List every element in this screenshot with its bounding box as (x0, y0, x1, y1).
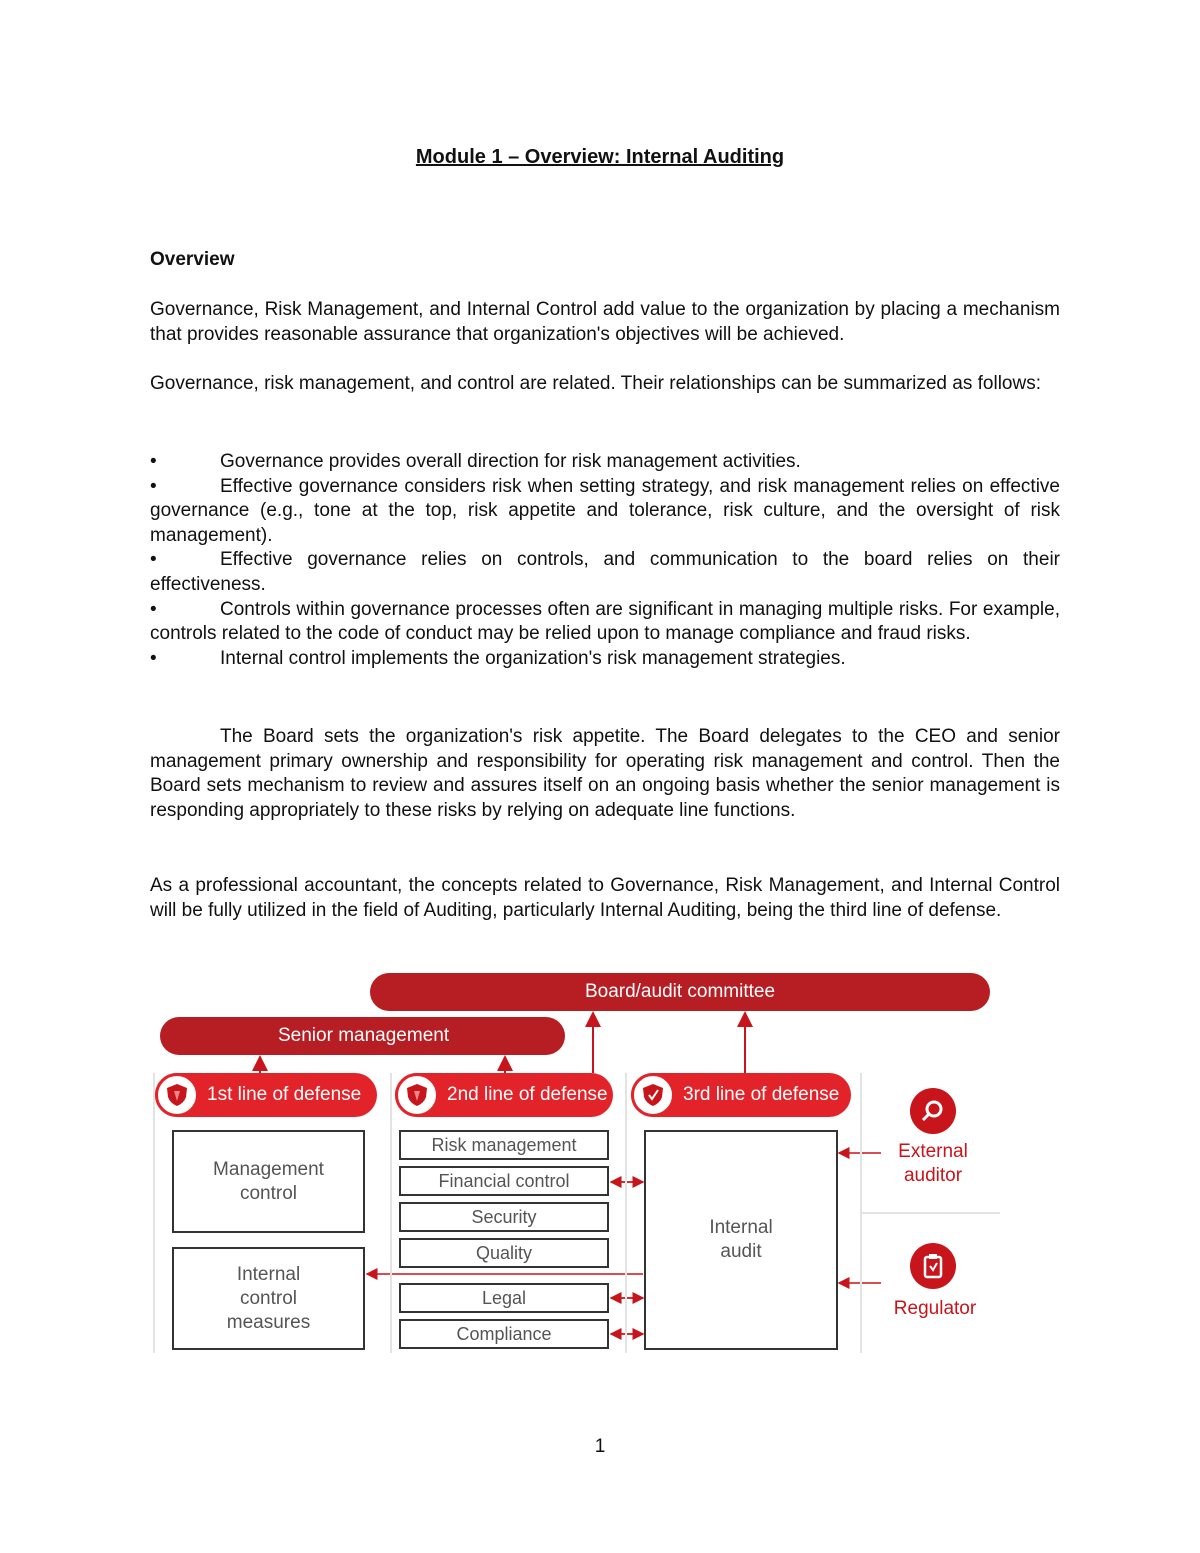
shield-icon (631, 1073, 675, 1117)
internal-audit-box: Internal audit (644, 1130, 838, 1350)
paragraph-relationships: Governance, risk management, and control are related. Their relationships can be summarized as follows: (150, 373, 1041, 394)
third-line-of-defense: 3rd line of defense (631, 1073, 851, 1117)
financial-control-box: Financial control (399, 1166, 609, 1196)
bullet-icon: • (150, 647, 157, 669)
security-box: Security (399, 1202, 609, 1232)
relationship-list (150, 450, 1060, 671)
paragraph-accountant: As a professional accountant, the concepts related to Governance, Risk Management, and Internal Control will be fully utilized in the field of Auditing, particularly Internal Auditing, being the third line of defense. (150, 875, 1060, 921)
paragraph-board: The Board sets the organization's risk appetite. The Board delegates to the CEO and senior management primary ownership and responsibility for operating risk management and control. Then the Board sets mechanism to review and assures itself on an ongoing basis whether the senior management is responding appropriately to these risks by relying on adequate line functions. (150, 726, 1060, 821)
three-lines-diagram (145, 965, 1005, 1360)
internal-control-measures-box: Internal control measures (172, 1247, 365, 1350)
first-line-of-defense: 1st line of defense (155, 1073, 377, 1117)
page-title: Module 1 – Overview: Internal Auditing (415, 146, 785, 168)
shield-icon (155, 1073, 199, 1117)
risk-management-box: Risk management (399, 1130, 609, 1160)
section-heading: Overview (150, 249, 235, 270)
regulator-label: Regulator (893, 1298, 977, 1319)
list-item: • Governance provides overall direction for risk management activities. (150, 450, 1060, 475)
list-item: • Controls within governance processes often are significant in managing multiple risks. For example, controls related to the code of conduct may be relied upon to manage compliance and fraud risks. (150, 598, 1060, 645)
page-number: 1 (594, 1436, 606, 1457)
second-line-of-defense: 2nd line of defense (395, 1073, 613, 1117)
bullet-icon: • (150, 475, 157, 497)
quality-box: Quality (399, 1238, 609, 1268)
bullet-icon: • (150, 598, 157, 620)
board-audit-committee-bar: Board/audit committee (370, 973, 990, 1011)
bullet-icon: • (150, 451, 157, 472)
paragraph-intro: Governance, Risk Management, and Internal Control add value to the organization by placing a mechanism that provides reasonable assurance that organization's objectives will be achieved. (150, 299, 1060, 345)
senior-management-bar: Senior management (160, 1017, 565, 1055)
compliance-box: Compliance (399, 1319, 609, 1349)
legal-box: Legal (399, 1283, 609, 1313)
list-item: • Effective governance considers risk when setting strategy, and risk management relies on effective governance (e.g., tone at the top, risk appetite and tolerance, risk culture, and the oversight of risk management). (150, 475, 1060, 546)
bullet-icon: • (150, 549, 157, 571)
list-item: • Effective governance relies on controls, and communication to the board relies on their effectiveness. (150, 549, 1060, 595)
clipboard-icon (910, 1243, 956, 1289)
magnifier-icon (910, 1088, 956, 1134)
management-control-box: Management control (172, 1130, 365, 1233)
external-auditor-label: External auditor (898, 1141, 968, 1186)
list-item: • Internal control implements the organization's risk management strategies. (150, 647, 1060, 672)
shield-icon (395, 1073, 439, 1117)
